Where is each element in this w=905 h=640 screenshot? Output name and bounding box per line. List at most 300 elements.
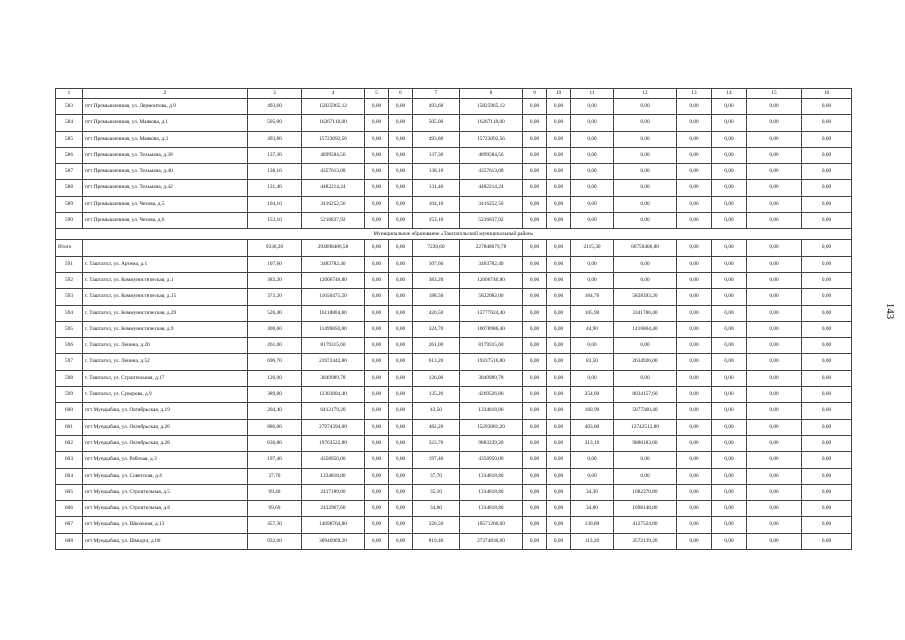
- table-cell: 0,00: [547, 164, 571, 180]
- table-cell: 0,00: [365, 240, 389, 256]
- table-cell: 0,00: [802, 131, 852, 147]
- table-cell: 0,00: [389, 321, 413, 337]
- table-cell: 0,00: [547, 213, 571, 229]
- table-cell: 160,90: [571, 403, 614, 419]
- table-cell: 34,30: [571, 484, 614, 500]
- table-cell: 34,80: [413, 501, 460, 517]
- table-cell: 0,00: [802, 435, 852, 451]
- table-cell: 12777024,40: [460, 305, 523, 321]
- table-cell: 0,00: [712, 435, 747, 451]
- table-cell: 0,00: [389, 403, 413, 419]
- column-header: 5: [365, 89, 389, 99]
- table-cell: 0,00: [677, 387, 712, 403]
- table-cell: 932,60: [248, 533, 302, 549]
- table-cell: 0,00: [712, 115, 747, 131]
- table-cell: 0,00: [747, 115, 802, 131]
- table-cell: 104,10: [248, 196, 302, 212]
- table-cell: 2432967,60: [302, 501, 365, 517]
- table-cell: 583: [56, 99, 83, 115]
- table-cell: 0,00: [747, 338, 802, 354]
- table-cell: 0,00: [389, 272, 413, 288]
- table-cell: 0,00: [365, 196, 389, 212]
- table-cell: 0,00: [523, 272, 547, 288]
- table-cell: 0,00: [614, 115, 677, 131]
- table-row: [56, 289, 852, 305]
- table-cell: 0,00: [712, 196, 747, 212]
- table-cell: 0,00: [802, 419, 852, 435]
- table-cell: 0,00: [677, 196, 712, 212]
- table-cell: 5216837,92: [302, 213, 365, 229]
- table-cell: 0,00: [389, 196, 413, 212]
- table-cell: 0,00: [747, 517, 802, 533]
- table-cell: г. Таштагол, ул. Коммунистическая, д.29: [83, 305, 248, 321]
- table-cell: 0,00: [365, 147, 389, 163]
- table-cell: 0,00: [677, 435, 712, 451]
- table-cell: 0,00: [677, 468, 712, 484]
- table-cell: 0,00: [571, 468, 614, 484]
- table-cell: 0,00: [802, 484, 852, 500]
- table-cell: 0,00: [802, 468, 852, 484]
- table-cell: 12303684,40: [302, 387, 365, 403]
- table-cell: 0,00: [712, 147, 747, 163]
- table-cell: г. Таштагол, ул. Коммунистическая, д.15: [83, 289, 248, 305]
- table-cell: 0,00: [677, 452, 712, 468]
- table-cell: 10078986,40: [460, 321, 523, 337]
- table-cell: 636,80: [248, 435, 302, 451]
- table-cell: 594: [56, 305, 83, 321]
- table-cell: 0,00: [677, 256, 712, 272]
- table-cell: 0,00: [389, 452, 413, 468]
- table-cell: 0,00: [523, 180, 547, 196]
- table-cell: 0,00: [712, 468, 747, 484]
- table-cell: 43,50: [413, 403, 460, 419]
- table-cell: 0,00: [571, 256, 614, 272]
- table-cell: 0,00: [677, 321, 712, 337]
- table-cell: г. Таштагол, ул. Артема, д.1: [83, 256, 248, 272]
- table-cell: 0,00: [523, 435, 547, 451]
- table-cell: 0,00: [523, 419, 547, 435]
- table-cell: 598: [56, 370, 83, 386]
- table-row: [56, 370, 852, 386]
- table-cell: 19763522,80: [302, 435, 365, 451]
- table-cell: г. Таштагол, ул. Строительная, д.17: [83, 370, 248, 386]
- table-cell: 1098148,80: [614, 501, 677, 517]
- table-cell: 0,00: [523, 533, 547, 549]
- table-cell: 0,00: [712, 387, 747, 403]
- table-cell: 188,50: [413, 289, 460, 305]
- table-cell: 0,00: [365, 256, 389, 272]
- table-cell: 0,00: [365, 370, 389, 386]
- table-cell: 0,00: [523, 240, 547, 256]
- table-cell: 254,60: [571, 387, 614, 403]
- table-cell: 0,00: [571, 180, 614, 196]
- table-cell: 0,00: [571, 196, 614, 212]
- table-cell: 4899584,56: [460, 147, 523, 163]
- table-cell: 0,00: [365, 452, 389, 468]
- table-cell: 0,00: [712, 99, 747, 115]
- table-cell: 0,00: [389, 99, 413, 115]
- table-cell: 493,60: [413, 99, 460, 115]
- table-cell: 0,00: [802, 338, 852, 354]
- table-cell: 126,00: [248, 370, 302, 386]
- table-cell: 0,00: [571, 99, 614, 115]
- table-cell: 0,00: [389, 370, 413, 386]
- table-cell: 606: [56, 501, 83, 517]
- table-cell: 0,00: [389, 213, 413, 229]
- table-cell: 0,00: [547, 289, 571, 305]
- table-cell: 0,00: [547, 484, 571, 500]
- table-cell: 599: [56, 387, 83, 403]
- table-cell: [83, 240, 248, 256]
- table-cell: 0,00: [712, 452, 747, 468]
- table-cell: 0,00: [747, 240, 802, 256]
- table-row: [56, 256, 852, 272]
- table-cell: 0,00: [712, 256, 747, 272]
- table-cell: 8179315,60: [302, 338, 365, 354]
- table-cell: 0,00: [747, 533, 802, 549]
- table-row: [56, 403, 852, 419]
- table-cell: 0,00: [614, 196, 677, 212]
- table-cell: 493,80: [413, 131, 460, 147]
- column-header: 2: [83, 89, 248, 99]
- table-cell: 0,00: [365, 272, 389, 288]
- table-row: [56, 196, 852, 212]
- table-cell: 0,00: [547, 131, 571, 147]
- table-cell: 138,10: [248, 164, 302, 180]
- table-cell: 5828393,20: [614, 289, 677, 305]
- table-cell: 0,00: [802, 321, 852, 337]
- table-cell: 0,00: [547, 180, 571, 196]
- table-cell: пгт Мундыбаш, ул. Октябрьская, д.26: [83, 419, 248, 435]
- column-header: 10: [547, 89, 571, 99]
- table-cell: 0,00: [365, 468, 389, 484]
- table-cell: 0,00: [523, 338, 547, 354]
- table-cell: 5216837,92: [460, 213, 523, 229]
- table-cell: 261,00: [413, 338, 460, 354]
- table-row: [56, 164, 852, 180]
- table-cell: 597: [56, 354, 83, 370]
- table-cell: г. Таштагол, ул. Суворова, д.9: [83, 387, 248, 403]
- table-cell: 0,00: [677, 164, 712, 180]
- table-cell: г. Таштагол, ул. Ленина, д.52: [83, 354, 248, 370]
- table-cell: 9883339,20: [460, 435, 523, 451]
- table-cell: 0,00: [571, 272, 614, 288]
- table-cell: 0,00: [571, 115, 614, 131]
- table-cell: 0,00: [614, 164, 677, 180]
- table-cell: 2115,30: [571, 240, 614, 256]
- table-cell: 0,00: [614, 131, 677, 147]
- table-cell: 0,00: [547, 99, 571, 115]
- table-cell: 0,00: [712, 419, 747, 435]
- table-cell: 107,60: [413, 256, 460, 272]
- table-cell: 15825965,12: [460, 99, 523, 115]
- table-cell: 1082370,80: [614, 484, 677, 500]
- table-cell: пгт Промышленная, ул. Чехова, д.6: [83, 213, 248, 229]
- table-row: [56, 435, 852, 451]
- table-cell: 0,00: [365, 501, 389, 517]
- table-cell: 0,00: [677, 213, 712, 229]
- table-cell: 0,00: [677, 501, 712, 517]
- table-cell: пгт Мундыбаш, ул. Строительная, д.5: [83, 484, 248, 500]
- table-cell: 383,20: [413, 272, 460, 288]
- table-cell: 0,00: [389, 468, 413, 484]
- table-cell: 0,00: [389, 289, 413, 305]
- table-cell: 3483782,40: [302, 256, 365, 272]
- table-cell: 0,00: [677, 403, 712, 419]
- table-cell: 0,00: [712, 213, 747, 229]
- table-cell: 0,00: [523, 403, 547, 419]
- table-cell: 0,00: [712, 484, 747, 500]
- table-cell: 0,00: [389, 484, 413, 500]
- table-cell: 131,40: [248, 180, 302, 196]
- table-cell: 0,00: [547, 419, 571, 435]
- table-cell: 0,00: [747, 272, 802, 288]
- table-cell: 0,00: [747, 305, 802, 321]
- table-cell: 1416864,40: [614, 321, 677, 337]
- table-cell: 0,00: [677, 419, 712, 435]
- table-cell: 0,00: [712, 354, 747, 370]
- table-cell: пгт Промышленная, ул. Лермонтова, д.9: [83, 99, 248, 115]
- table-row: [56, 99, 852, 115]
- table-cell: 0,00: [677, 354, 712, 370]
- table-cell: 0,00: [523, 387, 547, 403]
- table-cell: 0,00: [365, 435, 389, 451]
- column-header: 3: [248, 89, 302, 99]
- table-cell: пгт Промышленная, ул. Маякова, д.3: [83, 131, 248, 147]
- table-cell: 0,00: [389, 131, 413, 147]
- table-cell: 3849989,78: [302, 370, 365, 386]
- table-cell: 0,00: [523, 131, 547, 147]
- table-cell: 585: [56, 131, 83, 147]
- table-cell: 83,50: [571, 354, 614, 370]
- table-cell: 0,00: [802, 289, 852, 305]
- table-cell: 0,00: [712, 338, 747, 354]
- table-cell: 592: [56, 272, 83, 288]
- table-cell: 0,00: [677, 99, 712, 115]
- table-row: [56, 452, 852, 468]
- table-cell: 0,00: [547, 240, 571, 256]
- table-cell: 197,40: [413, 452, 460, 468]
- table-cell: 15825965,12: [302, 99, 365, 115]
- table-cell: 0,00: [523, 147, 547, 163]
- table-row: [56, 131, 852, 147]
- table-cell: 44,90: [571, 321, 614, 337]
- table-cell: 4482214,24: [460, 180, 523, 196]
- table-cell: 11499850,80: [302, 321, 365, 337]
- table-cell: 0,00: [614, 213, 677, 229]
- table-cell: 0,00: [523, 370, 547, 386]
- table-cell: 0,00: [365, 213, 389, 229]
- table-cell: 0,00: [547, 435, 571, 451]
- table-cell: 0,00: [389, 147, 413, 163]
- table-cell: 0,00: [712, 272, 747, 288]
- table-cell: 1334818,80: [460, 468, 523, 484]
- table-cell: 373,20: [248, 289, 302, 305]
- table-cell: 4357613,08: [302, 164, 365, 180]
- table-cell: 0,00: [389, 501, 413, 517]
- table-cell: 3483782,40: [460, 256, 523, 272]
- table-cell: 0,00: [802, 403, 852, 419]
- table-cell: г. Таштагол, ул. Ленина, д.20: [83, 338, 248, 354]
- table-cell: 0,00: [614, 338, 677, 354]
- table-cell: 4269526,80: [460, 387, 523, 403]
- table-cell: 0,00: [802, 452, 852, 468]
- table-cell: 586: [56, 147, 83, 163]
- table-cell: 0,00: [389, 164, 413, 180]
- table-cell: 603: [56, 452, 83, 468]
- table-cell: 130,80: [571, 517, 614, 533]
- table-cell: пгт Промышленная, ул. Тельмана, д.40: [83, 164, 248, 180]
- table-row: [56, 419, 852, 435]
- table-cell: 0,00: [677, 272, 712, 288]
- column-header: 6: [389, 89, 413, 99]
- register-table: [55, 88, 852, 550]
- table-cell: 0,00: [547, 115, 571, 131]
- table-cell: 602: [56, 435, 83, 451]
- table-cell: 19337516,80: [460, 354, 523, 370]
- page-number: 143: [884, 302, 896, 320]
- table-cell: 0,00: [389, 256, 413, 272]
- table-cell: 608: [56, 533, 83, 549]
- table-cell: 324,70: [413, 321, 460, 337]
- table-cell: 0,00: [389, 533, 413, 549]
- table-cell: 0,00: [614, 147, 677, 163]
- table-cell: 0,00: [547, 387, 571, 403]
- table-cell: 0,00: [677, 338, 712, 354]
- table-cell: 0,00: [747, 419, 802, 435]
- table-cell: 0,00: [802, 354, 852, 370]
- table-cell: 0,00: [571, 213, 614, 229]
- table-cell: 4358950,00: [302, 452, 365, 468]
- table-cell: 0,00: [523, 196, 547, 212]
- table-cell: 5077360,40: [614, 403, 677, 419]
- header-row: [56, 89, 852, 99]
- table-cell: 0,00: [389, 115, 413, 131]
- table-cell: 138,10: [413, 164, 460, 180]
- table-cell: 505,00: [248, 115, 302, 131]
- table-cell: 227848079,78: [460, 240, 523, 256]
- table-cell: 0,00: [677, 115, 712, 131]
- table-cell: пгт Промышленная, ул. Чехова, д.5: [83, 196, 248, 212]
- table-cell: 0,00: [712, 501, 747, 517]
- table-cell: 0,00: [389, 338, 413, 354]
- table-cell: 0,00: [365, 99, 389, 115]
- table-cell: 5822082,00: [460, 289, 523, 305]
- table-cell: 16267118,00: [302, 115, 365, 131]
- table-cell: 420,50: [413, 305, 460, 321]
- table-row: [56, 387, 852, 403]
- table-cell: 3416252,56: [302, 196, 365, 212]
- table-cell: 607: [56, 517, 83, 533]
- table-cell: 0,00: [747, 354, 802, 370]
- table-cell: 0,00: [712, 403, 747, 419]
- table-cell: 0,00: [712, 131, 747, 147]
- table-cell: 12742512,80: [614, 419, 677, 435]
- table-cell: 0,00: [747, 213, 802, 229]
- table-cell: 0,00: [747, 403, 802, 419]
- table-cell: 0,00: [365, 321, 389, 337]
- table-cell: 0,00: [747, 256, 802, 272]
- table-cell: 126,00: [413, 370, 460, 386]
- table-cell: 0,00: [677, 289, 712, 305]
- column-header: 15: [747, 89, 802, 99]
- table-cell: 323,70: [413, 435, 460, 451]
- table-cell: 6412179,20: [302, 403, 365, 419]
- table-cell: 403,80: [571, 419, 614, 435]
- table-cell: 389,80: [248, 387, 302, 403]
- table-cell: 0,00: [571, 338, 614, 354]
- column-header: 11: [571, 89, 614, 99]
- table-cell: 0,00: [712, 305, 747, 321]
- table-cell: г. Таштагол, ул. Коммунистическая, д.9: [83, 321, 248, 337]
- table-cell: 7220,60: [413, 240, 460, 256]
- table-cell: 605: [56, 484, 83, 500]
- table-cell: 0,00: [365, 338, 389, 354]
- table-cell: 15293081,20: [460, 419, 523, 435]
- municipality-title: Муниципальное образование «Таштагольский муниципальный район»: [56, 229, 852, 240]
- table-cell: 0,00: [365, 164, 389, 180]
- table-cell: пгт Промышленная, ул. Маякова, д.1: [83, 115, 248, 131]
- total-row: [56, 240, 852, 256]
- table-cell: 0,00: [677, 147, 712, 163]
- table-cell: 0,00: [571, 164, 614, 180]
- table-row: [56, 147, 852, 163]
- table-cell: 0,00: [523, 452, 547, 468]
- table-cell: 0,00: [677, 533, 712, 549]
- table-cell: 587: [56, 164, 83, 180]
- table-cell: 326,50: [413, 517, 460, 533]
- table-cell: 15723092,56: [302, 131, 365, 147]
- table-cell: 0,00: [614, 370, 677, 386]
- table-cell: 493,80: [248, 131, 302, 147]
- table-cell: 1334818,80: [460, 501, 523, 517]
- table-cell: 0,00: [523, 289, 547, 305]
- table-cell: 0,00: [523, 305, 547, 321]
- table-cell: 0,00: [523, 115, 547, 131]
- table-cell: 0,00: [365, 387, 389, 403]
- table-cell: 0,00: [523, 468, 547, 484]
- table-row: [56, 213, 852, 229]
- table-cell: 0,00: [547, 272, 571, 288]
- table-cell: 0,00: [747, 370, 802, 386]
- table-row: [56, 272, 852, 288]
- table-cell: 105,90: [571, 305, 614, 321]
- table-cell: 0,00: [747, 387, 802, 403]
- table-cell: 0,00: [365, 517, 389, 533]
- table-cell: 1334818,80: [460, 484, 523, 500]
- table-cell: 0,00: [523, 517, 547, 533]
- table-cell: 0,00: [389, 387, 413, 403]
- table-row: [56, 517, 852, 533]
- table-cell: 601: [56, 419, 83, 435]
- table-cell: 369,60: [248, 321, 302, 337]
- table-cell: 0,00: [547, 403, 571, 419]
- table-cell: 4127524,80: [614, 517, 677, 533]
- table-cell: 0,00: [712, 321, 747, 337]
- table-cell: 0,00: [365, 533, 389, 549]
- table-cell: 0,00: [712, 517, 747, 533]
- table-cell: 0,00: [747, 196, 802, 212]
- column-header: 16: [802, 89, 852, 99]
- table-cell: 0,00: [712, 240, 747, 256]
- table-cell: 1334818,80: [460, 403, 523, 419]
- table-cell: 613,20: [413, 354, 460, 370]
- table-cell: 0,00: [712, 164, 747, 180]
- table-cell: 0,00: [747, 164, 802, 180]
- table-cell: 0,00: [365, 305, 389, 321]
- table-cell: 590: [56, 213, 83, 229]
- table-row: [56, 115, 852, 131]
